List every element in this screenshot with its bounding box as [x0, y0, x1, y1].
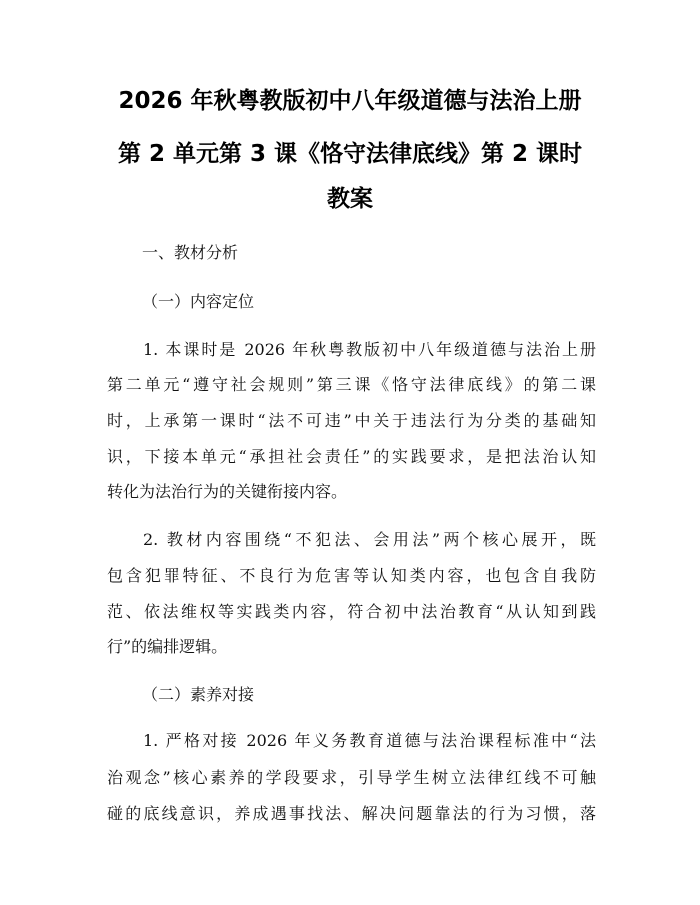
paragraph-line: 行”的编排逻辑。	[107, 637, 228, 656]
document-title-line-1: 2026 年秋粤教版初中八年级道德与法治上册	[118, 88, 582, 114]
paragraph-line: 转化为法治行为的关键衔接内容。	[107, 482, 348, 501]
paragraph-line: 识，下接本单元“承担社会责任”的实践要求，是把法治认知	[107, 447, 596, 466]
section-heading-material-analysis: 一、教材分析	[142, 243, 239, 262]
document-title-line-2: 第 2 单元第 3 课《恪守法律底线》第 2 课时	[117, 141, 583, 167]
paragraph-line: 治观念”核心素养的学段要求，引导学生树立法律红线不可触	[107, 768, 596, 787]
paragraph-line: 包含犯罪特征、不良行为危害等认知类内容，也包含自我防	[107, 566, 596, 585]
subsection-heading-content-positioning: （一）内容定位	[142, 292, 255, 311]
subsection-heading-competency-alignment: （二）素养对接	[142, 685, 255, 704]
paragraph-line: 时，上承第一课时“法不可违”中关于违法行为分类的基础知	[107, 411, 596, 430]
paragraph-line: 2. 教材内容围绕“不犯法、会用法”两个核心展开，既	[143, 530, 596, 549]
paragraph-line: 1. 严格对接 2026 年义务教育道德与法治课程标准中“法	[143, 731, 596, 750]
document-title-line-3: 教案	[327, 186, 373, 212]
paragraph-line: 1. 本课时是 2026 年秋粤教版初中八年级道德与法治上册	[143, 340, 596, 359]
paragraph-line: 第二单元“遵守社会规则”第三课《恪守法律底线》的第二课	[107, 375, 596, 394]
paragraph-line: 范、依法维权等实践类内容，符合初中法治教育“从认知到践	[107, 602, 596, 621]
paragraph-line: 碰的底线意识，养成遇事找法、解决问题靠法的行为习惯，落	[107, 804, 596, 823]
